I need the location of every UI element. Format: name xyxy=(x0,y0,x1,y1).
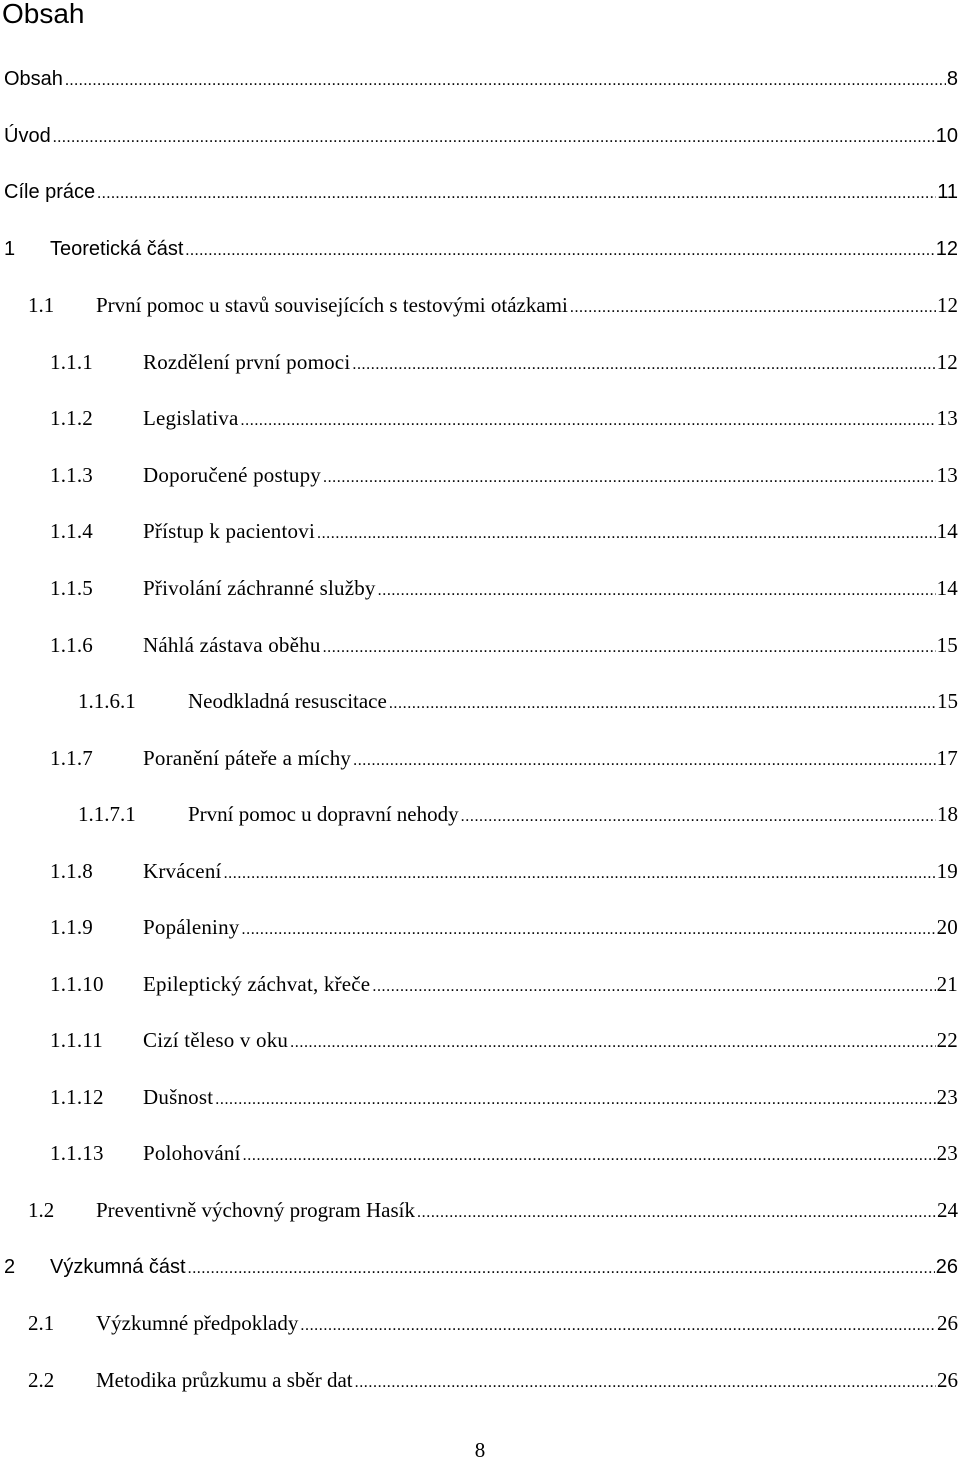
toc-entry-title: Úvod xyxy=(4,124,51,147)
toc-entry[interactable] xyxy=(0,458,960,492)
toc-entry[interactable] xyxy=(0,401,960,435)
toc-entry-title: První pomoc u stavů souvisejících s testovými otázkami xyxy=(96,293,568,318)
toc-entry[interactable] xyxy=(0,232,960,266)
toc-entry[interactable] xyxy=(0,288,960,322)
toc-entry-page: 12 xyxy=(936,349,958,374)
toc-entry-page: 23 xyxy=(936,1141,958,1166)
dot-leader xyxy=(188,1252,935,1286)
toc-entry-title: Přivolání záchranné služby xyxy=(143,575,376,600)
toc-entry-number: 1.1.7.1 xyxy=(78,802,136,827)
dot-leader xyxy=(389,687,936,721)
toc-entry-number: 1.1 xyxy=(28,293,55,318)
toc-entry-page: 10 xyxy=(935,124,958,147)
toc-entry-number: 1.1.2 xyxy=(50,406,93,431)
dot-leader xyxy=(317,517,936,551)
toc-entry-number: 1.1.4 xyxy=(50,519,93,544)
toc-entry-title: Neodkladná resuscitace xyxy=(188,689,387,714)
page-title: Obsah xyxy=(2,0,85,29)
toc-entry[interactable] xyxy=(0,1363,960,1397)
toc-entry-number: 1.1.7 xyxy=(50,745,93,770)
dot-leader xyxy=(65,64,946,98)
toc-entry-number: 1.2 xyxy=(28,1198,55,1222)
dot-leader xyxy=(97,177,936,211)
toc-entry-title: Dušnost xyxy=(143,1084,214,1109)
page-number: 8 xyxy=(474,1438,486,1462)
toc-entry-title: Obsah xyxy=(4,68,63,90)
dot-leader xyxy=(323,461,936,495)
dot-leader xyxy=(53,121,935,155)
toc-entry-number: 1.1.3 xyxy=(50,462,93,487)
toc-entry[interactable] xyxy=(0,910,960,944)
toc-entry-title: Popáleniny xyxy=(143,915,240,940)
toc-entry-number: 1.1.5 xyxy=(50,575,93,600)
dot-leader xyxy=(353,744,935,778)
dot-leader xyxy=(417,1196,936,1230)
dot-leader xyxy=(355,1366,936,1400)
toc-entry-page: 26 xyxy=(937,1311,958,1336)
toc-entry[interactable] xyxy=(0,62,960,96)
toc-entry-page: 15 xyxy=(937,689,958,714)
toc-entry[interactable] xyxy=(0,1193,960,1227)
toc-entry-page: 12 xyxy=(935,237,958,260)
toc-entry-title: Cizí těleso v oku xyxy=(143,1028,289,1053)
toc-entry-page: 15 xyxy=(936,632,958,657)
toc-entry[interactable] xyxy=(0,797,960,831)
toc-entry-page: 13 xyxy=(936,462,958,487)
dot-leader xyxy=(323,631,936,665)
toc-entry-title: První pomoc u dopravní nehody xyxy=(188,802,459,827)
toc-entry-page: 12 xyxy=(937,293,958,318)
dot-leader xyxy=(224,857,936,891)
toc-entry-page: 21 xyxy=(936,971,958,996)
dot-leader xyxy=(242,913,936,947)
toc-entry-page: 19 xyxy=(936,858,958,883)
toc-entry-title: Epileptický záchvat, křeče xyxy=(143,971,371,996)
toc-entry-title: Teoretická část xyxy=(50,237,184,260)
dot-leader xyxy=(243,1139,936,1173)
toc-entry-number: 1.1.10 xyxy=(50,971,104,996)
toc-entry-title: Doporučené postupy xyxy=(143,462,321,487)
dot-leader xyxy=(378,574,936,608)
toc-entry-page: 17 xyxy=(936,745,958,770)
toc-entry[interactable] xyxy=(0,175,960,209)
toc-entry[interactable] xyxy=(0,854,960,888)
toc-entry-title: Preventivně výchovný program Hasík xyxy=(96,1198,416,1222)
dot-leader xyxy=(215,1083,935,1117)
toc-entry[interactable] xyxy=(0,741,960,775)
toc-entry[interactable] xyxy=(0,1306,960,1340)
toc-entry-number: 1.1.1 xyxy=(50,349,93,374)
toc-entry-title: Polohování xyxy=(143,1141,241,1166)
dot-leader xyxy=(461,800,936,834)
toc-entry-page: 13 xyxy=(936,406,958,431)
toc-entry[interactable] xyxy=(0,1080,960,1114)
toc-entry-number: 1.1.6.1 xyxy=(78,689,136,714)
toc-entry[interactable] xyxy=(0,345,960,379)
toc-entry[interactable] xyxy=(0,684,960,718)
toc-entry[interactable] xyxy=(0,571,960,605)
toc-entry-title: Rozdělení první pomoci xyxy=(143,349,351,374)
toc-entry-page: 8 xyxy=(946,68,958,90)
toc-entry-number: 2 xyxy=(4,1255,16,1278)
toc-entry-title: Výzkumná část xyxy=(50,1255,186,1278)
toc-entry-title: Výzkumné předpoklady xyxy=(96,1311,299,1336)
toc-entry-page: 26 xyxy=(935,1255,958,1278)
dot-leader xyxy=(570,291,936,325)
toc-entry[interactable] xyxy=(0,967,960,1001)
toc-entry-page: 26 xyxy=(937,1367,958,1392)
dot-leader xyxy=(185,234,934,268)
toc-entry-page: 14 xyxy=(936,575,958,600)
toc-entry-title: Přístup k pacientovi xyxy=(143,519,315,544)
toc-entry-page: 24 xyxy=(937,1198,958,1222)
toc-entry-page: 14 xyxy=(936,519,958,544)
toc-entry-title: Cíle práce xyxy=(4,181,96,204)
toc-entry-title: Poranění páteře a míchy xyxy=(143,745,352,770)
toc-entry-number: 1.1.8 xyxy=(50,858,93,883)
toc-entry[interactable] xyxy=(0,514,960,548)
toc-entry-page: 18 xyxy=(937,802,958,827)
toc-entry-number: 2.2 xyxy=(28,1367,55,1392)
toc-entry-number: 1 xyxy=(4,237,16,260)
toc-entry-page: 23 xyxy=(936,1084,958,1109)
toc-entry-number: 1.1.6 xyxy=(50,632,93,657)
toc-entry[interactable] xyxy=(0,1250,960,1284)
dot-leader xyxy=(300,1309,936,1343)
toc-entry-number: 1.1.13 xyxy=(50,1141,104,1166)
toc-entry-number: 1.1.11 xyxy=(50,1028,103,1053)
toc-entry[interactable] xyxy=(0,1136,960,1170)
toc-entry[interactable] xyxy=(0,119,960,153)
toc-entry-title: Krvácení xyxy=(143,858,222,883)
toc-entry-title: Náhlá zástava oběhu xyxy=(143,632,321,657)
toc-entry-title: Metodika průzkumu a sběr dat xyxy=(96,1367,353,1392)
toc-entry[interactable] xyxy=(0,1023,960,1057)
toc-entry-number: 1.1.9 xyxy=(50,915,93,940)
dot-leader xyxy=(290,1026,935,1060)
toc-entry-number: 2.1 xyxy=(28,1311,55,1336)
toc-entry-page: 20 xyxy=(936,915,958,940)
toc-entry-title: Legislativa xyxy=(143,406,239,431)
dot-leader xyxy=(241,404,936,438)
dot-leader xyxy=(372,970,935,1004)
toc-entry-page: 11 xyxy=(937,181,958,204)
toc-entry[interactable] xyxy=(0,628,960,662)
toc-entry-page: 22 xyxy=(936,1028,958,1053)
dot-leader xyxy=(352,348,935,382)
toc-entry-number: 1.1.12 xyxy=(50,1084,104,1109)
